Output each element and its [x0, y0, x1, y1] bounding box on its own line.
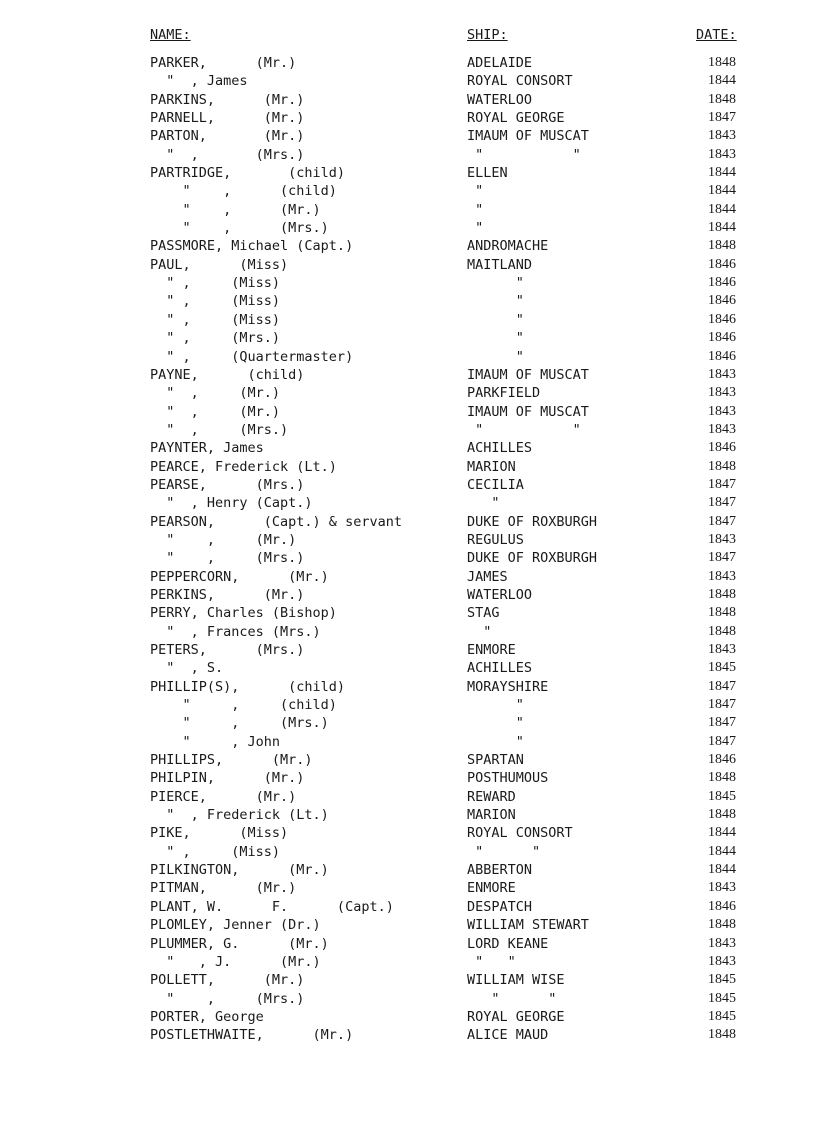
voyage-date: 1846	[708, 256, 736, 272]
list-item	[0, 237, 816, 255]
voyage-date: 1846	[708, 440, 736, 456]
passenger-name: PEARSON, (Capt.) & servant	[150, 513, 402, 530]
voyage-date: 1844	[708, 862, 736, 878]
voyage-date: 1843	[708, 403, 736, 419]
list-item	[0, 641, 816, 659]
list-item	[0, 109, 816, 127]
voyage-date: 1846	[708, 330, 736, 346]
list-item	[0, 72, 816, 90]
ship-name: ROYAL CONSORT	[467, 825, 573, 842]
list-item	[0, 513, 816, 531]
passenger-name: PHILLIP(S), (child)	[150, 678, 346, 695]
voyage-date: 1847	[708, 513, 736, 529]
voyage-date: 1844	[708, 73, 736, 89]
ship-name: " "	[467, 990, 557, 1007]
passenger-list	[0, 54, 816, 1045]
ship-name: ROYAL GEORGE	[467, 1008, 565, 1025]
ship-name: " "	[467, 146, 581, 163]
passenger-name: PEPPERCORN, (Mr.)	[150, 568, 329, 585]
list-item	[0, 714, 816, 732]
passenger-name: PARKER, (Mr.)	[150, 55, 297, 71]
voyage-date: 1848	[708, 605, 736, 621]
ship-name: "	[467, 697, 524, 714]
ship-name: "	[467, 715, 524, 732]
voyage-date: 1848	[708, 91, 736, 107]
voyage-date: 1848	[708, 1027, 736, 1043]
list-item	[0, 953, 816, 971]
list-item	[0, 348, 816, 366]
passenger-name: POSTLETHWAITE, (Mr.)	[150, 1027, 354, 1044]
voyage-date: 1848	[708, 623, 736, 639]
passenger-name: " , James	[150, 73, 248, 90]
list-item	[0, 696, 816, 714]
passenger-name: PERRY, Charles (Bishop)	[150, 605, 337, 622]
ship-name: " "	[467, 953, 516, 970]
ship-name: "	[467, 733, 524, 750]
list-item	[0, 274, 816, 292]
voyage-date: 1847	[708, 110, 736, 126]
passenger-name: PLOMLEY, Jenner (Dr.)	[150, 917, 321, 934]
voyage-date: 1844	[708, 165, 736, 181]
voyage-date: 1843	[708, 568, 736, 584]
list-item	[0, 935, 816, 953]
ship-name: WATERLOO	[467, 91, 533, 108]
passenger-name: " , (Mr.)	[150, 385, 281, 402]
voyage-date: 1845	[708, 1008, 736, 1024]
ship-name: "	[467, 495, 500, 512]
ship-name: REWARD	[467, 788, 516, 805]
ship-name: ADELAIDE	[467, 55, 533, 71]
voyage-date: 1845	[708, 788, 736, 804]
passenger-name: " , (child)	[150, 183, 337, 200]
passenger-name: " , (Mr.)	[150, 201, 321, 218]
voyage-date: 1846	[708, 275, 736, 291]
passenger-name: PAYNE, (child)	[150, 366, 305, 383]
header-date: DATE:	[696, 27, 737, 43]
voyage-date: 1843	[708, 642, 736, 657]
ship-name: " "	[467, 421, 581, 438]
ship-name: ROYAL CONSORT	[467, 73, 573, 90]
list-item	[0, 458, 816, 476]
voyage-date: 1847	[708, 715, 736, 731]
voyage-date: 1848	[708, 586, 736, 602]
voyage-date: 1848	[708, 458, 736, 474]
passenger-name: PHILLIPS, (Mr.)	[150, 752, 313, 769]
passenger-name: " , Frances (Mrs.)	[150, 623, 321, 640]
list-item	[0, 182, 816, 200]
list-item	[0, 806, 816, 824]
voyage-date: 1844	[708, 201, 736, 217]
passenger-name: " , (Miss)	[150, 293, 281, 310]
ship-name: MAITLAND	[467, 256, 533, 273]
ship-name: "	[467, 623, 492, 640]
list-item	[0, 54, 816, 72]
voyage-date: 1843	[708, 366, 736, 382]
list-item	[0, 329, 816, 347]
passenger-name: PASSMORE, Michael (Capt.)	[150, 238, 354, 255]
ship-name: IMAUM OF MUSCAT	[467, 366, 589, 383]
ship-name: SPARTAN	[467, 752, 524, 769]
ship-name: "	[467, 330, 524, 347]
ship-name: MARION	[467, 458, 516, 475]
voyage-date: 1845	[708, 660, 736, 676]
list-item	[0, 1026, 816, 1044]
passenger-name: PEARCE, Frederick (Lt.)	[150, 458, 337, 475]
voyage-date: 1848	[708, 807, 736, 823]
ship-name: ELLEN	[467, 165, 508, 182]
ship-name: ENMORE	[467, 642, 516, 658]
voyage-date: 1843	[708, 953, 736, 969]
list-item	[0, 916, 816, 934]
list-item	[0, 531, 816, 549]
ship-name: IMAUM OF MUSCAT	[467, 128, 589, 145]
passenger-name: POLLETT, (Mr.)	[150, 972, 305, 989]
list-item	[0, 549, 816, 567]
list-item	[0, 164, 816, 182]
ship-name: CECILIA	[467, 476, 524, 493]
passenger-name: PAYNTER, James	[150, 440, 264, 457]
list-item	[0, 421, 816, 439]
list-item	[0, 476, 816, 494]
passenger-name: " , S.	[150, 660, 224, 677]
list-item	[0, 733, 816, 751]
list-item	[0, 91, 816, 109]
ship-name: IMAUM OF MUSCAT	[467, 403, 589, 420]
voyage-date: 1843	[708, 421, 736, 437]
list-item	[0, 201, 816, 219]
ship-name: "	[467, 311, 524, 328]
voyage-date: 1844	[708, 183, 736, 199]
ship-name: ENMORE	[467, 880, 516, 897]
passenger-name: " , J. (Mr.)	[150, 953, 321, 970]
list-item	[0, 751, 816, 769]
passenger-name: " , (Mrs.)	[150, 421, 289, 438]
passenger-name: PETERS, (Mrs.)	[150, 642, 305, 658]
list-item	[0, 861, 816, 879]
ship-name: "	[467, 220, 484, 237]
passenger-name: PLUMMER, G. (Mr.)	[150, 935, 329, 952]
list-item	[0, 403, 816, 421]
passenger-name: " , (Mr.)	[150, 531, 297, 548]
passenger-name: PEARSE, (Mrs.)	[150, 476, 305, 493]
list-item	[0, 586, 816, 604]
passenger-name: PERKINS, (Mr.)	[150, 586, 305, 603]
list-item	[0, 219, 816, 237]
ship-name: POSTHUMOUS	[467, 770, 549, 787]
ship-name: ACHILLES	[467, 440, 533, 457]
header-ship: SHIP:	[467, 27, 508, 43]
voyage-date: 1843	[708, 385, 736, 401]
passenger-name: PILKINGTON, (Mr.)	[150, 862, 329, 879]
passenger-name: PIKE, (Miss)	[150, 825, 289, 842]
passenger-name: PARTRIDGE, (child)	[150, 165, 346, 182]
passenger-name: " , John	[150, 733, 281, 750]
voyage-date: 1843	[708, 531, 736, 547]
list-item	[0, 971, 816, 989]
list-item	[0, 292, 816, 310]
passenger-name: " , (Mr.)	[150, 403, 281, 420]
passenger-name: " , (Miss)	[150, 275, 281, 292]
passenger-name: " , (Mrs.)	[150, 330, 281, 347]
voyage-date: 1844	[708, 220, 736, 236]
ship-name: WILLIAM STEWART	[467, 917, 589, 934]
voyage-date: 1843	[708, 935, 736, 951]
voyage-date: 1844	[708, 825, 736, 841]
list-item	[0, 659, 816, 677]
passenger-name: PIERCE, (Mr.)	[150, 788, 297, 805]
passenger-name: " , (Mrs.)	[150, 990, 305, 1007]
voyage-date: 1844	[708, 843, 736, 859]
passenger-name: " , (Mrs.)	[150, 550, 305, 567]
voyage-date: 1847	[708, 697, 736, 713]
voyage-date: 1845	[708, 990, 736, 1006]
ship-name: STAG	[467, 605, 500, 622]
voyage-date: 1843	[708, 128, 736, 144]
ship-name: ROYAL GEORGE	[467, 110, 565, 127]
voyage-date: 1848	[708, 55, 736, 70]
passenger-name: PHILPIN, (Mr.)	[150, 770, 305, 787]
voyage-date: 1846	[708, 752, 736, 768]
list-item	[0, 678, 816, 696]
ship-name: "	[467, 348, 524, 365]
passenger-name: " , (Quartermaster)	[150, 348, 354, 365]
ship-name: ABBERTON	[467, 862, 533, 879]
ship-name: MARION	[467, 807, 516, 824]
ship-name: WILLIAM WISE	[467, 972, 565, 989]
ship-name: WATERLOO	[467, 586, 533, 603]
ship-name: JAMES	[467, 568, 508, 585]
passenger-name: PAUL, (Miss)	[150, 256, 289, 273]
list-item	[0, 439, 816, 457]
ship-name: "	[467, 275, 524, 292]
ship-name: "	[467, 183, 484, 200]
voyage-date: 1847	[708, 678, 736, 694]
ship-name: MORAYSHIRE	[467, 678, 549, 695]
passenger-name: PARTON, (Mr.)	[150, 128, 305, 145]
list-item	[0, 824, 816, 842]
list-item	[0, 127, 816, 145]
list-item	[0, 604, 816, 622]
voyage-date: 1846	[708, 348, 736, 364]
header-name: NAME:	[150, 27, 191, 43]
passenger-name: " , Henry (Capt.)	[150, 495, 313, 512]
voyage-date: 1843	[708, 146, 736, 162]
list-item	[0, 311, 816, 329]
passenger-name: PARNELL, (Mr.)	[150, 110, 305, 127]
ship-name: " "	[467, 843, 541, 860]
passenger-name: " , (child)	[150, 697, 337, 714]
passenger-name: " , (Mrs.)	[150, 146, 305, 163]
list-item	[0, 1008, 816, 1026]
ship-name: DESPATCH	[467, 898, 533, 915]
list-item	[0, 623, 816, 641]
list-item	[0, 568, 816, 586]
ship-name: "	[467, 293, 524, 310]
ship-name: DUKE OF ROXBURGH	[467, 513, 598, 530]
voyage-date: 1845	[708, 972, 736, 988]
list-item	[0, 384, 816, 402]
voyage-date: 1847	[708, 495, 736, 511]
list-item	[0, 788, 816, 806]
passenger-name: PORTER, George	[150, 1008, 264, 1025]
voyage-date: 1847	[708, 476, 736, 492]
list-item	[0, 366, 816, 384]
ship-name: REGULUS	[467, 531, 524, 548]
passenger-name: PARKINS, (Mr.)	[150, 91, 305, 108]
passenger-name: " , (Miss)	[150, 843, 281, 860]
passenger-name: " , (Miss)	[150, 311, 281, 328]
ship-name: DUKE OF ROXBURGH	[467, 550, 598, 567]
list-item	[0, 146, 816, 164]
list-item	[0, 843, 816, 861]
ship-name: ACHILLES	[467, 660, 533, 677]
passenger-name: PITMAN, (Mr.)	[150, 880, 297, 897]
voyage-date: 1848	[708, 917, 736, 933]
passenger-name: PLANT, W. F. (Capt.)	[150, 898, 394, 915]
voyage-date: 1846	[708, 293, 736, 309]
list-item	[0, 990, 816, 1008]
list-item	[0, 898, 816, 916]
list-item	[0, 879, 816, 897]
passenger-name: " , (Mrs.)	[150, 715, 329, 732]
ship-name: ANDROMACHE	[467, 238, 549, 255]
voyage-date: 1847	[708, 550, 736, 566]
voyage-date: 1848	[708, 238, 736, 254]
voyage-date: 1846	[708, 311, 736, 327]
list-item	[0, 256, 816, 274]
ship-name: LORD KEANE	[467, 935, 549, 952]
passenger-name: " , Frederick (Lt.)	[150, 807, 329, 824]
voyage-date: 1847	[708, 733, 736, 749]
passenger-name: " , (Mrs.)	[150, 220, 329, 237]
ship-name: PARKFIELD	[467, 385, 541, 402]
list-item	[0, 769, 816, 787]
voyage-date: 1848	[708, 770, 736, 786]
ship-name: "	[467, 201, 484, 218]
ship-name: ALICE MAUD	[467, 1027, 549, 1044]
voyage-date: 1846	[708, 898, 736, 914]
voyage-date: 1843	[708, 880, 736, 896]
list-item	[0, 494, 816, 512]
